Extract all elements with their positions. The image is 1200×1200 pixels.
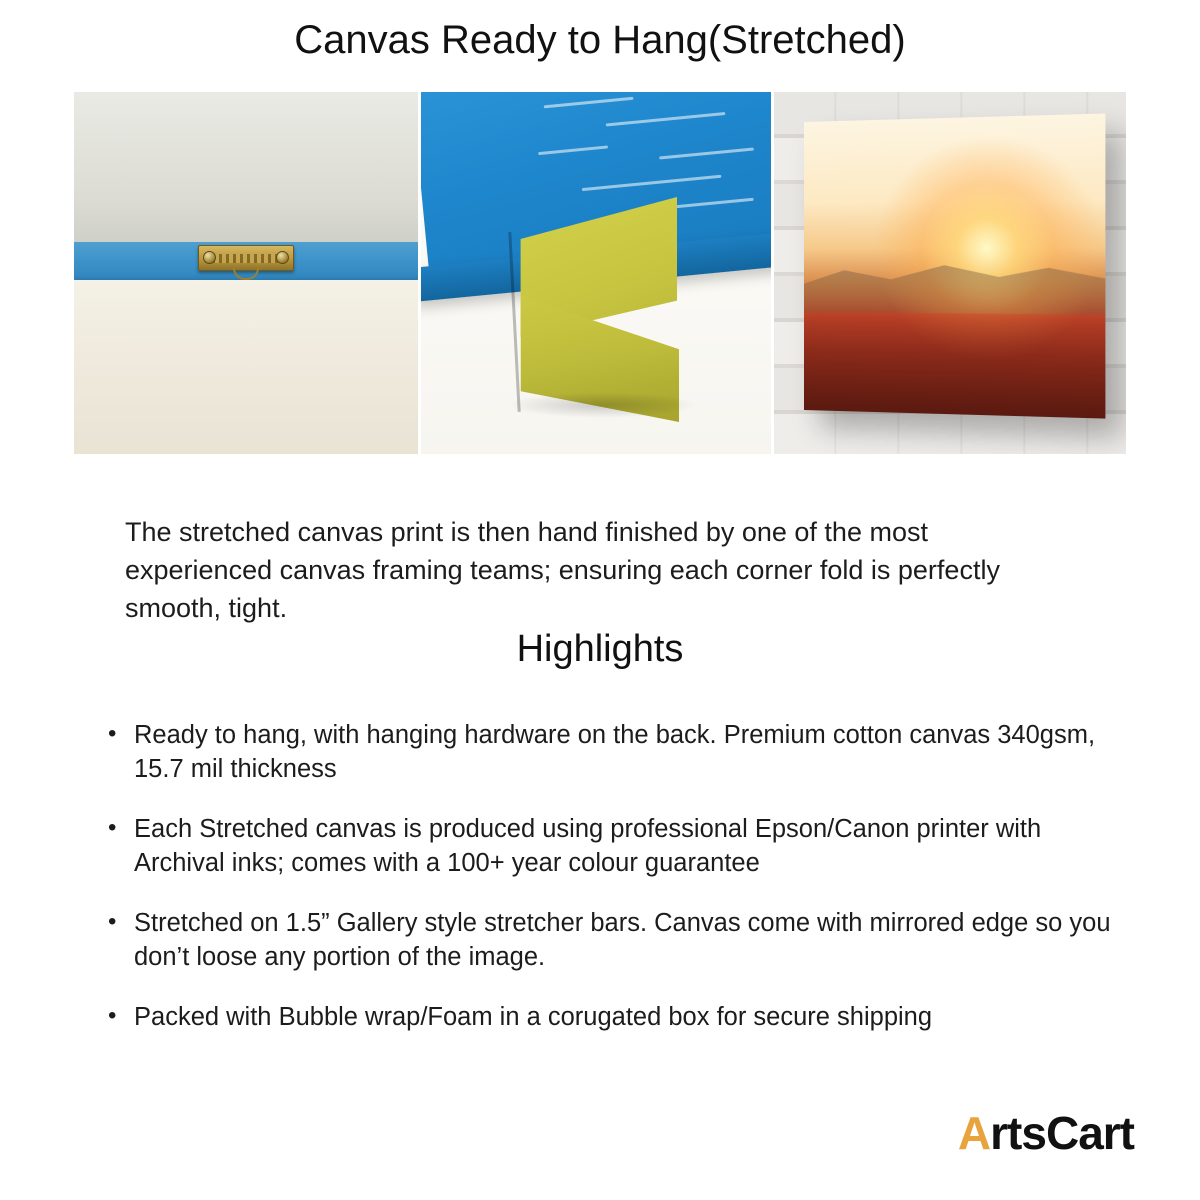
- highlights-heading: Highlights: [516, 628, 684, 670]
- product-image-gallery: [74, 92, 1126, 454]
- highlights-list: [104, 718, 1114, 1060]
- wall-surface: [74, 92, 418, 242]
- list-item: • Ready to hang, with hanging hardware on the back. Premium cotton canvas 340gsm, 15.7 mil thickness: [104, 718, 1114, 786]
- canvas-hung-on-wall-photo: [774, 92, 1126, 454]
- artwork-foreground: [804, 312, 1105, 418]
- list-item: • Each Stretched canvas is produced using professional Epson/Canon printer with Archival inks; comes with a 100+ year colour guarantee: [104, 812, 1114, 880]
- logo-text-cart: Cart: [1045, 1107, 1134, 1159]
- hung-canvas-frame: [804, 113, 1105, 418]
- brand-logo: [958, 1106, 1134, 1160]
- page-title: Canvas Ready to Hang(Stretched): [294, 18, 906, 62]
- list-item: • Stretched on 1.5” Gallery style stretcher bars. Canvas come with mirrored edge so you don’t loose any portion of the image.: [104, 906, 1114, 974]
- intro-paragraph: The stretched canvas print is then hand finished by one of the most experienced canvas framing teams; ensuring each corner fold is perfectly smooth, tight.: [125, 517, 1000, 623]
- logo-accent-letter: A: [957, 1107, 991, 1159]
- list-item: • Packed with Bubble wrap/Foam in a corugated box for secure shipping: [104, 1000, 1114, 1034]
- logo-text-arts: rts: [990, 1107, 1046, 1159]
- canvas-back-surface: [74, 280, 418, 454]
- corner-shadow: [507, 392, 697, 418]
- canvas-back-hardware-photo: [74, 92, 418, 454]
- canvas-corner-fold-photo: [421, 92, 771, 454]
- screw-left-icon: [203, 251, 216, 264]
- screw-right-icon: [276, 251, 289, 264]
